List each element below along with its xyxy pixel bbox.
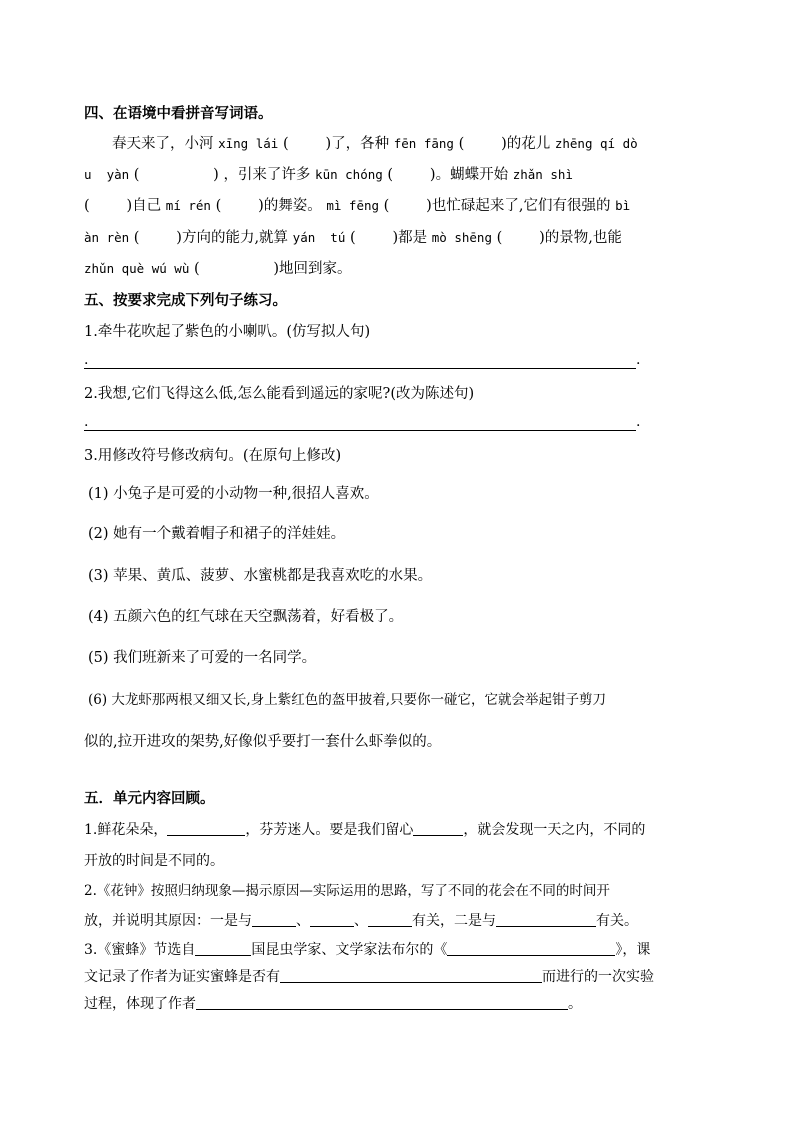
pinyin-kun-chong: kūn chóng	[315, 167, 383, 182]
answer-line-1[interactable]	[84, 368, 636, 369]
answer-box-3[interactable]: ( )	[133, 167, 219, 183]
answer-box-2[interactable]: ( )的花儿	[458, 136, 551, 152]
pinyin-zhan-shi: zhǎn shì	[512, 167, 573, 182]
answer-box-4[interactable]: ( )。蝴蝶开始	[387, 167, 509, 183]
question-1: 1.牵牛花吹起了紫色的小喇叭。(仿写拟人句)	[84, 324, 371, 340]
pinyin-zheng-qi-dou: zhēng qí dò	[554, 136, 638, 151]
sentence-item-2: (2) 她有一个戴着帽子和裙子的洋娃娃。	[88, 526, 346, 542]
review-3: 3.《蜜蜂》节选自 国昆虫学家、文学家法布尔的《 》，课	[84, 942, 651, 958]
s4-line-3	[84, 196, 630, 216]
answer-box-7[interactable]: ( )也忙碌起来了,它们有很强的	[383, 198, 611, 214]
pinyin-fen-fang: fēn fāng	[393, 136, 454, 151]
answer-box-9[interactable]: ( )都是	[349, 230, 428, 246]
section-5-title: 五、按要求完成下列句子练习。	[84, 293, 287, 309]
review-1-cont: 开放的时间是不同的。	[84, 853, 224, 869]
sentence-item-3: (3) 苹果、黄瓜、菠萝、水蜜桃都是我喜欢吃的水果。	[88, 568, 433, 584]
pinyin-an-ren: àn rèn	[84, 230, 130, 245]
review-2-cont: 放，并说明其原因：一是与 、 、 有关，二是与 有关。	[84, 913, 638, 929]
pinyin-mi-ren: mí rén	[165, 198, 211, 213]
pinyin-bi: bì	[615, 198, 631, 213]
pinyin-mi-feng: mì fēng	[326, 198, 380, 213]
answer-box-6[interactable]: ( )的舞姿。	[215, 198, 322, 214]
blank-4[interactable]	[310, 911, 354, 927]
blank-2[interactable]	[413, 820, 463, 836]
blank-8[interactable]	[447, 940, 615, 956]
review-2: 2.《花钟》按照归纳现象—揭示原因—实际运用的思路，写了不同的花会在不同的时间开	[84, 883, 610, 899]
answer-line-1-end: .	[636, 352, 641, 368]
blank-1[interactable]	[167, 820, 245, 836]
pinyin-zhun-que-wu-wu: zhǔn què wú wù	[84, 261, 190, 276]
pinyin-yan-tu: yán tú	[292, 230, 346, 245]
blank-6[interactable]	[496, 911, 596, 927]
sentence-item-5: (5) 我们班新来了可爱的一名同学。	[88, 650, 317, 666]
review-1: 1.鲜花朵朵， ，芬芳迷人。要是我们留心 ，就会发现一天之内，不同的	[84, 822, 646, 838]
sentence-item-4: (4) 五颜六色的红气球在天空飘荡着，好看极了。	[88, 609, 404, 625]
answer-box-1[interactable]: ( )了，各种	[282, 136, 390, 152]
answer-box-5[interactable]: ( )自己	[84, 198, 162, 214]
sentence-item-1: (1) 小兔子是可爱的小动物一种,很招人喜欢。	[88, 486, 379, 502]
answer-box-10[interactable]: ( )的景物,也能	[496, 230, 622, 246]
answer-line-2-end: .	[636, 414, 641, 430]
sentence-item-6: (6) 大龙虾那两根又细又长,身上紫红色的盔甲披着,只要你一碰它，它就会举起钳子剪刀	[88, 692, 606, 708]
blank-10[interactable]	[196, 994, 568, 1010]
blank-5[interactable]	[368, 911, 412, 927]
blank-7[interactable]	[195, 940, 251, 956]
pinyin-mo-sheng: mò shēng	[431, 230, 492, 245]
s4-line-1: 春天来了，小河 xīng lái ( )了，各种 fēn fāng ( )的花儿 zhēng qí dò	[112, 136, 638, 152]
s4-line-2: u yàn ( ) ，引来了许多 kūn chóng ( )。蝴蝶开始 zhǎn shì	[84, 167, 573, 183]
blank-3[interactable]	[252, 911, 296, 927]
sentence-item-6-cont: 似的,拉开进攻的架势,好像似乎要打一套什么虾拳似的。	[84, 734, 442, 750]
section-4-title: 四、在语境中看拼音写词语。	[84, 106, 273, 122]
answer-line-1-start: .	[84, 352, 89, 368]
s4-line-4	[84, 228, 622, 248]
section-review-title: 五．单元内容回顾。	[84, 791, 215, 807]
answer-box-11[interactable]: ( )地回到家。	[193, 261, 352, 277]
s4-line-5	[84, 259, 352, 279]
question-2: 2.我想,它们飞得这么低,怎么能看到遥远的家呢?(改为陈述句)	[84, 386, 475, 402]
review-3-cont: 文记录了作者为证实蜜蜂是否有 而进行的一次实验	[84, 969, 654, 985]
pinyin-yan: u yàn	[84, 167, 130, 182]
pinyin-xing-lai: xīng lái	[218, 136, 279, 151]
answer-line-2-start: .	[84, 414, 89, 430]
answer-line-2[interactable]	[84, 430, 636, 431]
review-3-cont-2: 过程，体现了作者 。	[84, 996, 582, 1012]
answer-box-8[interactable]: ( )方向的能力,就算	[133, 230, 289, 246]
question-3: 3.用修改符号修改病句。(在原句上修改)	[84, 448, 342, 464]
blank-9[interactable]	[280, 967, 542, 983]
